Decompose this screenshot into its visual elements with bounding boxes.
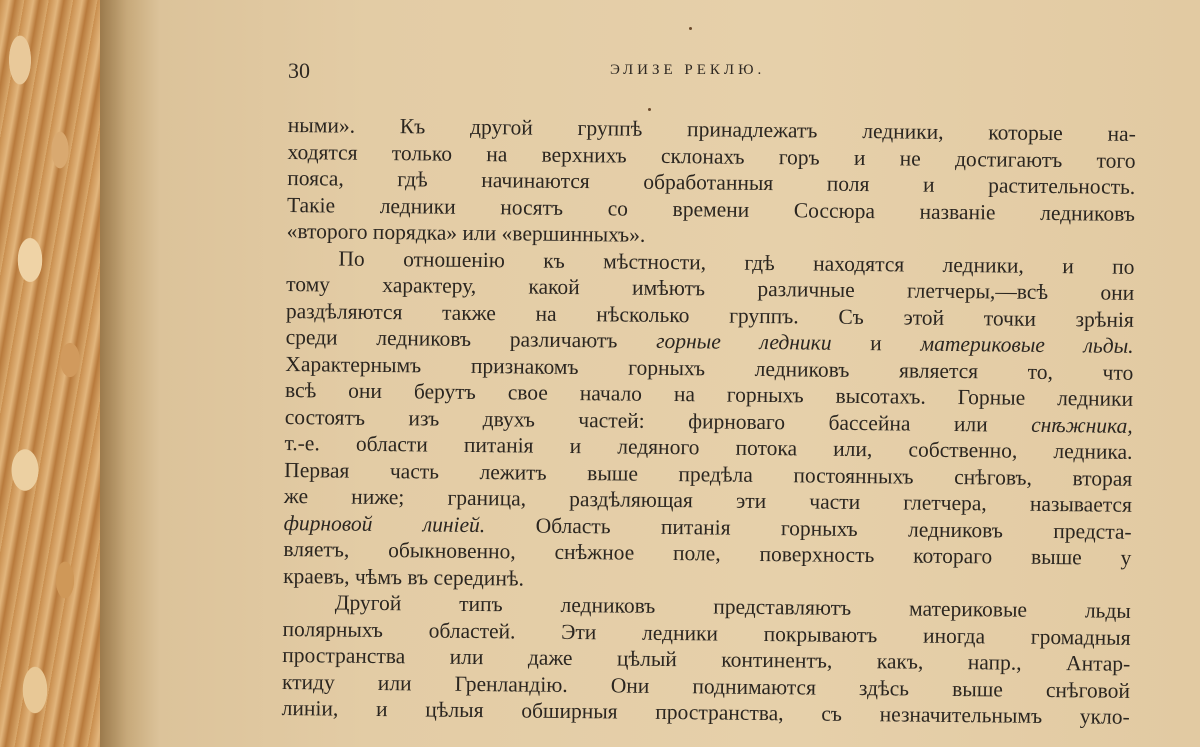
page-speck <box>648 108 651 111</box>
text-run: среди ледниковъ различаютъ <box>285 324 657 353</box>
text-line: т.-е. области питанія и ледяного потока или, собственно, ледника. <box>284 430 1133 464</box>
italic-term: снѣжника, <box>1031 412 1133 438</box>
text-line: полярныхъ областей. Эти ледники покрываютъ иногда громадныя <box>282 616 1131 650</box>
text-line: пространства или даже цѣлый континентъ, какъ, напр., Антар- <box>282 642 1131 676</box>
body-text <box>282 112 1136 730</box>
marbled-endpaper <box>0 0 102 747</box>
book-page <box>160 0 1200 747</box>
text-line: Характернымъ признакомъ горныхъ ледниковъ является то, что <box>285 351 1134 385</box>
text-line: же ниже; граница, раздѣляющая эти части глетчера, называется <box>283 483 1133 517</box>
text-line: «второго порядка» или «вершинныхъ». <box>286 218 646 247</box>
text-line: ными». Къ другой группѣ принадлежатъ ледники, которые на- <box>287 112 1136 146</box>
text-run: состоятъ изъ двухъ частей: фирноваго бассейна или <box>284 404 1032 437</box>
text-run: и <box>831 330 921 356</box>
italic-term: фирновой линіей. <box>283 510 486 537</box>
text-line: всѣ они берутъ свое начало на горныхъ высотахъ. Горные ледники <box>284 377 1134 411</box>
text-line: ктиду или Гренландію. Они поднимаются здѣсь выше снѣговой <box>281 669 1131 703</box>
text-run: Область питанія горныхъ ледниковъ предста- <box>485 512 1132 544</box>
text-line: Такіе ледники носятъ со времени Соссюра названіе ледниковъ <box>286 192 1136 226</box>
book-gutter <box>100 0 160 747</box>
text-line: Первая часть лежитъ выше предѣла постоянныхъ снѣговъ, вторая <box>284 457 1133 491</box>
text-line: Другой типъ ледниковъ представляютъ материковые льды <box>334 590 1131 623</box>
text-line: По отношенію къ мѣстности, гдѣ находятся ледники, и по <box>338 246 1135 279</box>
text-line: пояса, гдѣ начинаются обработанныя поля и растительность. <box>287 165 1136 199</box>
page-number: 30 <box>288 58 310 83</box>
text-line: тому характеру, какой имѣютъ различные глетчеры,—всѣ они <box>286 271 1135 305</box>
italic-term: горные ледники <box>656 328 832 355</box>
text-line: краевъ, чѣмъ въ серединѣ. <box>283 563 525 590</box>
text-line: ходятся только на верхнихъ склонахъ горъ и не достигаютъ того <box>287 139 1136 173</box>
text-line: вляетъ, обыкновенно, снѣжное поле, поверхность котораго выше у <box>283 536 1132 570</box>
text-line: линіи, и цѣлыя обширныя пространства, съ незначительнымъ укло- <box>281 695 1130 729</box>
italic-term: материковые льды. <box>920 331 1134 358</box>
page-speck <box>689 27 692 30</box>
running-title: ЭЛИЗЕ РЕКЛЮ. <box>610 62 766 78</box>
text-line: раздѣляются также на нѣсколько группъ. Съ этой точки зрѣнія <box>285 298 1135 332</box>
